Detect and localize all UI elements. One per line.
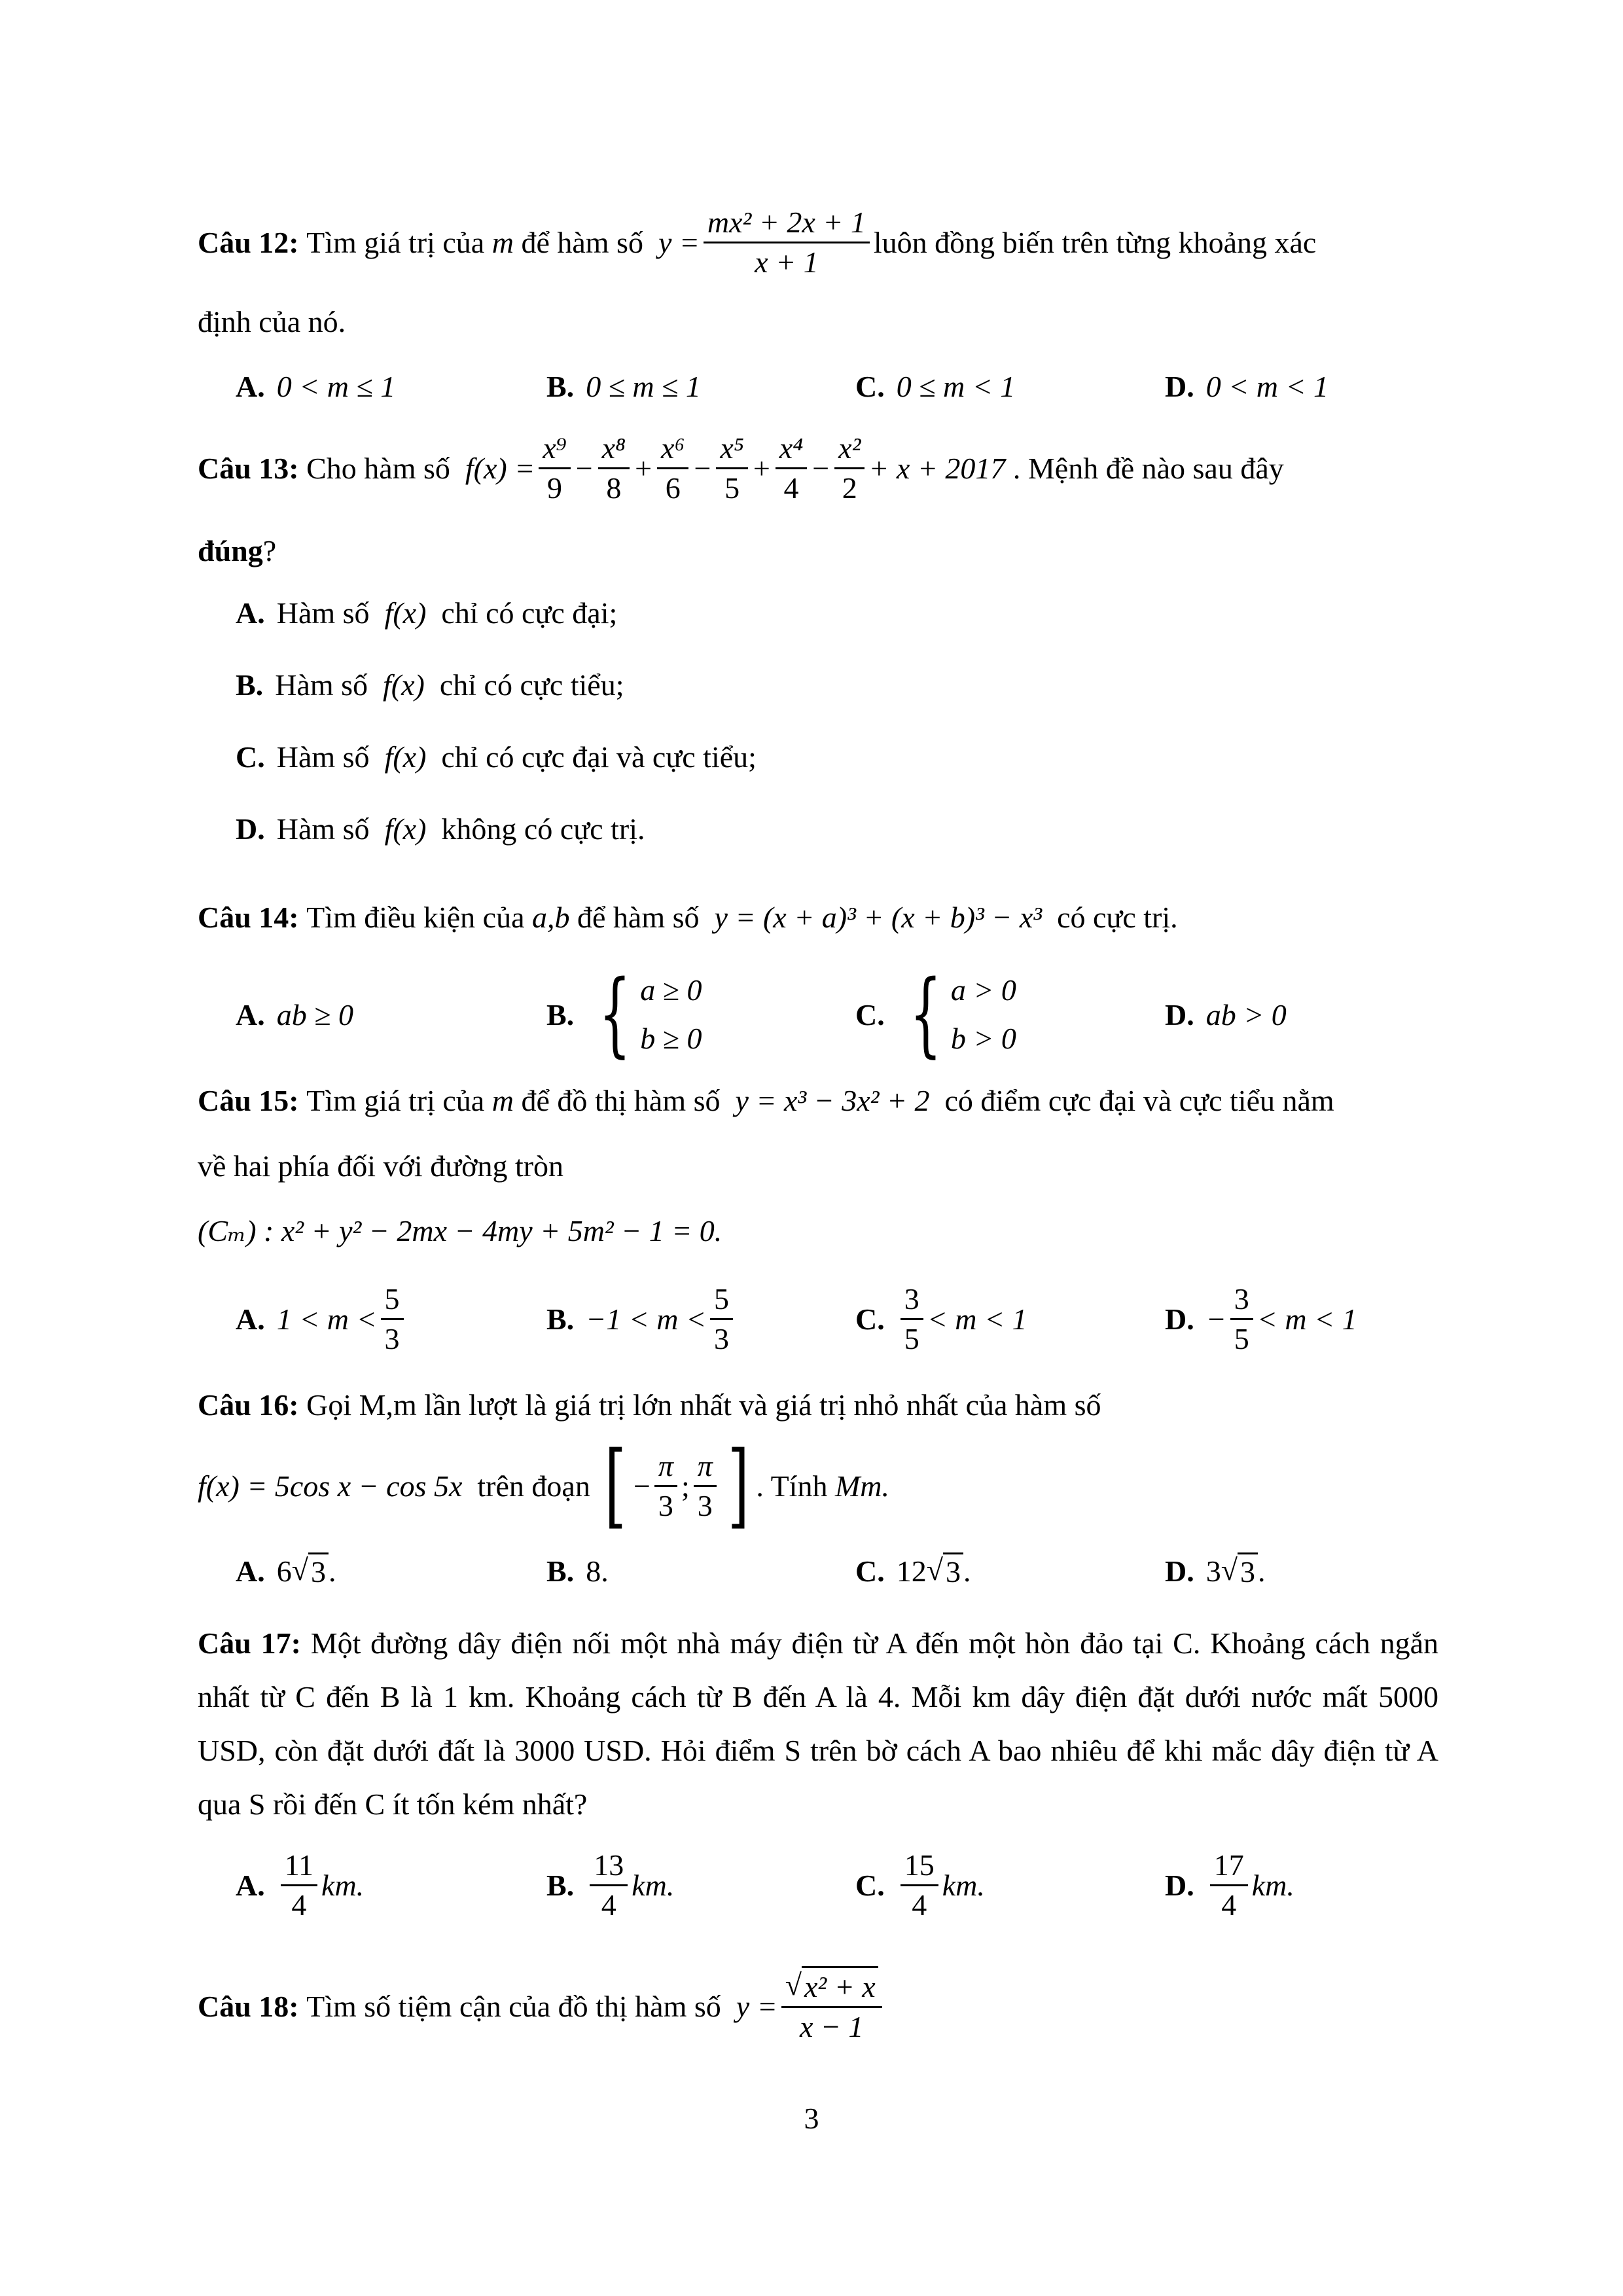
system-line-1: a ≥ 0 xyxy=(640,973,702,1007)
option-pre: Hàm số xyxy=(276,596,370,630)
q16-formula: f(x) = 5cos x − cos 5x xyxy=(198,1469,463,1503)
q17-text: Một đường dây điện nối một nhà máy điện từ A đến một hòn đảo tại C. Khoảng cách ngắn nhất từ C đến B là 1 km. Khoảng cách từ B đến A là 4. Mỗi km dây điện đặt dưới nước mất 5000 USD, còn đặt dưới đất là 3000 USD. Hỏi điểm S trên bờ cách A bao nhiêu để khi mắc dây điện từ A qua S rồi đến C ít tốn kém nhất? xyxy=(198,1626,1439,1821)
q12-fraction xyxy=(704,204,870,281)
q13-text-after: . Mệnh đề nào sau đây xyxy=(1012,451,1284,485)
q12-y-eq: y = xyxy=(658,225,700,259)
option-text: 0 ≤ m ≤ 1 xyxy=(586,369,701,403)
option-fx: f(x) xyxy=(384,740,427,774)
interval-right-den: 3 xyxy=(697,1488,713,1522)
option-pre: Hàm số xyxy=(276,740,370,774)
q14-options xyxy=(0,962,1623,1067)
q12-option-a[interactable] xyxy=(236,340,395,432)
q12-text-after: luôn đồng biến trên từng khoảng xác xyxy=(873,225,1317,259)
q15-options xyxy=(0,1273,1623,1365)
option-post: chỉ có cực tiểu; xyxy=(439,668,624,702)
q14-option-b[interactable] xyxy=(546,962,702,1067)
option-label: C. xyxy=(236,740,265,774)
q13-term-den: 8 xyxy=(606,471,622,505)
q17-options xyxy=(0,1839,1623,1931)
frac-num: 3 xyxy=(901,1280,923,1320)
frac-num: 11 xyxy=(281,1846,317,1886)
option-text: ab > 0 xyxy=(1205,997,1287,1031)
q13-term-num: x⁴ xyxy=(776,429,807,469)
q16-line2: f(x) = 5cos x − cos 5x trên đoạn [ − $\frac{\pi}{3}$ ; $\frac{\pi}{3}$ ] . Tính Mm. xyxy=(198,1432,890,1539)
q15-text-mid: để đồ thị hàm số xyxy=(521,1083,721,1117)
q18-frac-num: √ x² + x xyxy=(781,1966,882,2008)
option-label: A. xyxy=(236,596,265,630)
option-label: B. xyxy=(236,668,264,702)
option-label: B. xyxy=(546,997,575,1031)
option-coef: 8. xyxy=(586,1554,609,1588)
page-number: 3 xyxy=(804,2102,819,2135)
q15-var-m: m xyxy=(491,1083,514,1117)
q15-option-b[interactable] xyxy=(546,1273,737,1365)
option-fx: f(x) xyxy=(384,812,427,846)
q15-circle-equation: (Cₘ) : x² + y² − 2mx − 4my + 5m² − 1 = 0. xyxy=(198,1214,722,1247)
option-label: D. xyxy=(1165,1554,1194,1588)
brace-icon: { xyxy=(599,961,632,1067)
q13-option-d[interactable] xyxy=(236,808,645,849)
q13-sign: − xyxy=(694,451,711,485)
q13-line2 xyxy=(198,530,276,571)
q14-option-d[interactable] xyxy=(1165,962,1287,1067)
option-radicand: 3 xyxy=(943,1552,963,1589)
q14-text-before: Tìm điều kiện của xyxy=(306,900,525,934)
q13-term-num: x⁶ xyxy=(657,429,688,469)
q13-term xyxy=(776,429,807,507)
option-pre: Hàm số xyxy=(276,812,370,846)
q15-circle xyxy=(198,1208,722,1253)
option-text: 0 ≤ m < 1 xyxy=(896,369,1016,403)
q13-term-den: 4 xyxy=(783,471,799,505)
option-pre: Hàm số xyxy=(275,668,368,702)
q17-stem xyxy=(198,1617,1438,1831)
system-line-1: a > 0 xyxy=(950,973,1016,1007)
q16-text-line1: Gọi M,m lần lượt là giá trị lớn nhất và giá trị nhỏ nhất của hàm số xyxy=(306,1388,1101,1422)
q18-frac-den: x − 1 xyxy=(799,2010,864,2043)
option-label: D. xyxy=(1165,1302,1194,1336)
option-label: D. xyxy=(1165,997,1194,1031)
q17-option-b[interactable] xyxy=(546,1839,674,1931)
option-label: A. xyxy=(236,997,265,1031)
frac-num: 3 xyxy=(1230,1280,1253,1320)
q16-text-mid: trên đoạn xyxy=(477,1469,590,1503)
option-coef: 6 xyxy=(276,1554,292,1588)
option-label: B. xyxy=(546,1302,575,1336)
frac-den: 4 xyxy=(291,1888,307,1922)
q13-term-den: 5 xyxy=(724,471,740,505)
q15-stem xyxy=(198,1080,1334,1121)
option-label: C. xyxy=(855,997,885,1031)
q17-option-c[interactable] xyxy=(855,1839,985,1931)
option-label: B. xyxy=(546,1868,575,1902)
frac-den: 4 xyxy=(1221,1888,1237,1922)
q13-term xyxy=(834,429,865,507)
q13-line2-rest: ? xyxy=(262,533,277,567)
q12-options xyxy=(0,340,1623,432)
option-label: A. xyxy=(236,1868,265,1902)
q13-option-a[interactable] xyxy=(236,592,617,633)
q15-text-line2: về hai phía đối với đường tròn xyxy=(198,1149,564,1183)
q12-frac-den: x + 1 xyxy=(755,245,819,279)
option-label: D. xyxy=(1165,369,1194,403)
option-label: B. xyxy=(546,1554,575,1588)
q13-term-den: 6 xyxy=(665,471,681,505)
option-unit: km. xyxy=(632,1868,675,1902)
frac-num: 5 xyxy=(381,1280,404,1320)
option-label: C. xyxy=(855,1868,885,1902)
q16-label: Câu 16: xyxy=(198,1388,299,1422)
frac-den: 4 xyxy=(912,1888,927,1922)
q16-option-b[interactable] xyxy=(546,1538,609,1604)
q15-text-before: Tìm giá trị của xyxy=(306,1083,485,1117)
option-post: chỉ có cực đại; xyxy=(441,596,618,630)
option-unit: km. xyxy=(1251,1868,1294,1902)
q13-sign: + xyxy=(635,451,652,485)
q14-stem xyxy=(198,897,1178,937)
option-label: A. xyxy=(236,369,265,403)
q15-option-d[interactable] xyxy=(1165,1273,1357,1365)
q14-option-a[interactable] xyxy=(236,962,353,1067)
q13-text-before: Cho hàm số xyxy=(306,451,450,485)
option-fx: f(x) xyxy=(383,668,425,702)
option-post: không có cực trị. xyxy=(441,812,645,846)
option-text: 0 < m ≤ 1 xyxy=(276,369,396,403)
option-label: C. xyxy=(855,1302,885,1336)
q12-text-line2: định của nó. xyxy=(198,304,346,338)
q14-vars: a,b xyxy=(532,900,570,934)
q12-stem xyxy=(198,196,1438,288)
option-unit: km. xyxy=(321,1868,365,1902)
q15-option-a[interactable] xyxy=(236,1273,408,1365)
option-post: . xyxy=(1257,1554,1266,1588)
interval-left-den: 3 xyxy=(658,1488,673,1522)
q14-label: Câu 14: xyxy=(198,900,299,934)
q13-polynomial xyxy=(535,429,868,507)
q18-stem xyxy=(198,1957,886,2055)
option-label: A. xyxy=(236,1554,265,1588)
option-label: D. xyxy=(236,812,265,846)
q13-term xyxy=(539,429,570,507)
q12-text-mid: để hàm số xyxy=(521,225,643,259)
system-of-inequalities xyxy=(897,961,1016,1067)
option-label: B. xyxy=(546,369,575,403)
interval-right-num: π xyxy=(694,1447,717,1487)
q16-options xyxy=(0,1538,1623,1604)
frac-den: 3 xyxy=(384,1321,400,1355)
left-bracket-icon: [ xyxy=(605,1432,627,1539)
q18-fraction xyxy=(781,1966,882,2046)
system-line-2: b > 0 xyxy=(950,1022,1016,1055)
right-bracket-icon: ] xyxy=(727,1432,749,1539)
q12-line2 xyxy=(198,301,346,342)
q16-stem xyxy=(198,1384,1425,1425)
q13-term-num: x² xyxy=(834,429,865,469)
q15-line2 xyxy=(198,1145,563,1186)
option-label: C. xyxy=(855,369,885,403)
frac-num: 17 xyxy=(1210,1846,1248,1886)
q13-sign: + xyxy=(753,451,770,485)
q15-label: Câu 15: xyxy=(198,1083,299,1117)
option-text: ab ≥ 0 xyxy=(276,997,353,1031)
option-coef: 3 xyxy=(1205,1554,1221,1588)
option-pre: − xyxy=(1205,1302,1226,1336)
frac-den: 5 xyxy=(1234,1321,1249,1355)
q12-option-b[interactable] xyxy=(546,340,701,432)
option-post: < m < 1 xyxy=(927,1302,1027,1336)
q12-var-m: m xyxy=(491,225,514,259)
q13-tail: + x + 2017 xyxy=(868,451,1006,485)
q13-term xyxy=(657,429,688,507)
q12-option-d[interactable] xyxy=(1165,340,1329,432)
option-radicand: 3 xyxy=(308,1552,329,1589)
frac-num: 13 xyxy=(590,1846,628,1886)
q17-option-d[interactable] xyxy=(1165,1839,1294,1931)
q17-option-a[interactable] xyxy=(236,1839,364,1931)
frac-num: 5 xyxy=(710,1280,733,1320)
q13-stem xyxy=(198,422,1284,514)
q16-option-c[interactable]: C. 12 √ 3 . xyxy=(855,1553,971,1588)
q15-formula: y = x³ − 3x² + 2 xyxy=(735,1083,930,1117)
q16-option-a[interactable]: A. 6 √ 3 . xyxy=(236,1553,336,1588)
option-post: . xyxy=(328,1554,336,1588)
q18-y-eq: y = xyxy=(736,1989,777,2023)
q16-option-d[interactable]: D. 3 √ 3 . xyxy=(1165,1553,1266,1588)
q12-label: Câu 12: xyxy=(198,225,299,259)
option-post: chỉ có cực đại và cực tiểu; xyxy=(441,740,757,774)
q15-option-c[interactable] xyxy=(855,1273,1027,1365)
q13-term-den: 2 xyxy=(842,471,857,505)
q13-term-num: x⁹ xyxy=(539,429,570,469)
q13-term-num: x⁵ xyxy=(716,429,747,469)
q16-var-Mm: Mm. xyxy=(834,1469,890,1503)
system-line-2: b ≥ 0 xyxy=(640,1022,702,1055)
q14-formula: y = (x + a)³ + (x + b)³ − x³ xyxy=(714,900,1043,934)
option-text: 0 < m < 1 xyxy=(1205,369,1329,403)
brace-icon: { xyxy=(909,961,942,1067)
q13-option-b[interactable] xyxy=(236,664,624,705)
q13-term-den: 9 xyxy=(546,471,562,505)
option-label: A. xyxy=(236,1302,265,1336)
q14-option-c[interactable] xyxy=(855,962,1016,1067)
frac-den: 4 xyxy=(601,1888,616,1922)
q18-radicand: x² + x xyxy=(802,1966,878,2006)
q13-fx: f(x) = xyxy=(465,451,535,485)
q13-sign: − xyxy=(812,451,830,485)
option-pre: 1 < m < xyxy=(276,1302,377,1336)
q13-term-num: x⁸ xyxy=(598,429,630,469)
interval-left-num: π xyxy=(654,1447,677,1487)
q17-label: Câu 17: xyxy=(198,1626,301,1660)
q13-term xyxy=(716,429,747,507)
q12-frac-num: mx² + 2x + 1 xyxy=(704,204,870,243)
q14-text-after: có cực trị. xyxy=(1057,900,1178,934)
q13-term xyxy=(598,429,630,507)
frac-num: 15 xyxy=(901,1846,938,1886)
option-pre: −1 < m < xyxy=(586,1302,707,1336)
q12-text-before: Tìm giá trị của xyxy=(306,225,485,259)
frac-den: 5 xyxy=(904,1321,919,1355)
option-unit: km. xyxy=(942,1868,985,1902)
option-post: < m < 1 xyxy=(1257,1302,1357,1336)
q13-option-c[interactable] xyxy=(236,736,757,777)
frac-den: 3 xyxy=(714,1321,730,1355)
option-label: C. xyxy=(855,1554,885,1588)
q13-sign: − xyxy=(575,451,593,485)
option-radicand: 3 xyxy=(1238,1552,1258,1589)
q13-label: Câu 13: xyxy=(198,451,299,485)
q12-option-c[interactable] xyxy=(855,340,1015,432)
q16-text-after: . Tính xyxy=(756,1469,828,1503)
option-post: . xyxy=(963,1554,971,1588)
system-of-inequalities xyxy=(586,961,702,1067)
option-coef: 12 xyxy=(896,1554,927,1588)
q15-text-after: có điểm cực đại và cực tiểu nằm xyxy=(944,1083,1334,1117)
q18-text: Tìm số tiệm cận của đồ thị hàm số xyxy=(306,1989,721,2023)
option-label: D. xyxy=(1165,1868,1194,1902)
q13-line2-bold: đúng xyxy=(198,533,263,567)
q14-text-mid: để hàm số xyxy=(577,900,700,934)
q18-label: Câu 18: xyxy=(198,1989,299,2023)
option-fx: f(x) xyxy=(384,596,427,630)
